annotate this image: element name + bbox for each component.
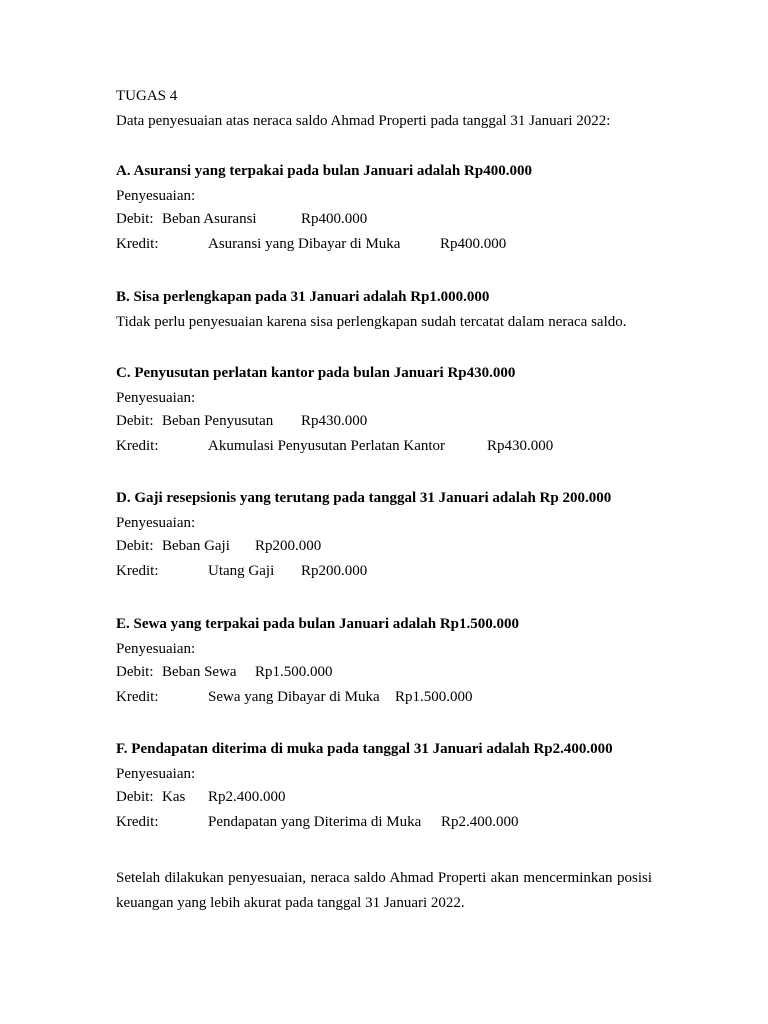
- credit-amount: Rp200.000: [301, 563, 368, 579]
- credit-label: Kredit:: [116, 563, 159, 579]
- adjustment-label: Penyesuaian:: [116, 641, 196, 657]
- debit-label: Debit:: [116, 664, 154, 680]
- section-title: F. Pendapatan diterima di muka pada tanggal 31 Januari adalah Rp2.400.000: [116, 741, 613, 757]
- adjustment-label: Penyesuaian:: [116, 515, 196, 531]
- debit-account: Beban Asuransi: [162, 211, 257, 227]
- credit-amount: Rp1.500.000: [395, 689, 473, 705]
- debit-amount: Rp200.000: [255, 538, 322, 554]
- debit-account: Beban Sewa: [162, 664, 237, 680]
- section-title: A. Asuransi yang terpakai pada bulan Januari adalah Rp400.000: [116, 163, 532, 179]
- debit-account: Beban Penyusutan: [162, 413, 274, 429]
- section-note: Tidak perlu penyesuaian karena sisa perlengkapan sudah tercatat dalam neraca saldo.: [116, 314, 627, 330]
- debit-amount: Rp1.500.000: [255, 664, 333, 680]
- adjustment-label: Penyesuaian:: [116, 188, 196, 204]
- debit-label: Debit:: [116, 538, 154, 554]
- document-heading: TUGAS 4: [116, 88, 178, 104]
- credit-amount: Rp430.000: [487, 438, 554, 454]
- credit-account: Asuransi yang Dibayar di Muka: [208, 236, 401, 252]
- credit-label: Kredit:: [116, 814, 159, 830]
- credit-account: Utang Gaji: [208, 563, 275, 579]
- adjustment-label: Penyesuaian:: [116, 390, 196, 406]
- section-title: C. Penyusutan perlatan kantor pada bulan Januari Rp430.000: [116, 365, 516, 381]
- debit-amount: Rp2.400.000: [208, 789, 286, 805]
- debit-account: Beban Gaji: [162, 538, 230, 554]
- debit-label: Debit:: [116, 789, 154, 805]
- debit-label: Debit:: [116, 211, 154, 227]
- document-intro: Data penyesuaian atas neraca saldo Ahmad Properti pada tanggal 31 Januari 2022:: [116, 113, 611, 129]
- credit-amount: Rp400.000: [440, 236, 507, 252]
- credit-account: Akumulasi Penyusutan Perlatan Kantor: [208, 438, 446, 454]
- credit-label: Kredit:: [116, 236, 159, 252]
- debit-amount: Rp430.000: [301, 413, 368, 429]
- credit-amount: Rp2.400.000: [441, 814, 519, 830]
- credit-account: Sewa yang Dibayar di Muka: [208, 689, 380, 705]
- section-title: B. Sisa perlengkapan pada 31 Januari adalah Rp1.000.000: [116, 289, 490, 305]
- section-title: D. Gaji resepsionis yang terutang pada tanggal 31 Januari adalah Rp 200.000: [116, 490, 612, 506]
- credit-label: Kredit:: [116, 438, 159, 454]
- credit-account: Pendapatan yang Diterima di Muka: [208, 814, 422, 830]
- credit-label: Kredit:: [116, 689, 159, 705]
- debit-amount: Rp400.000: [301, 211, 368, 227]
- debit-account: Kas: [162, 789, 186, 805]
- adjustment-label: Penyesuaian:: [116, 766, 196, 782]
- debit-label: Debit:: [116, 413, 154, 429]
- section-title: E. Sewa yang terpakai pada bulan Januari adalah Rp1.500.000: [116, 616, 520, 632]
- closing-paragraph: Setelah dilakukan penyesuaian, neraca saldo Ahmad Properti akan mencerminkan posisi keuangan yang lebih akurat pada tanggal 31 Januari 2022.: [116, 870, 652, 911]
